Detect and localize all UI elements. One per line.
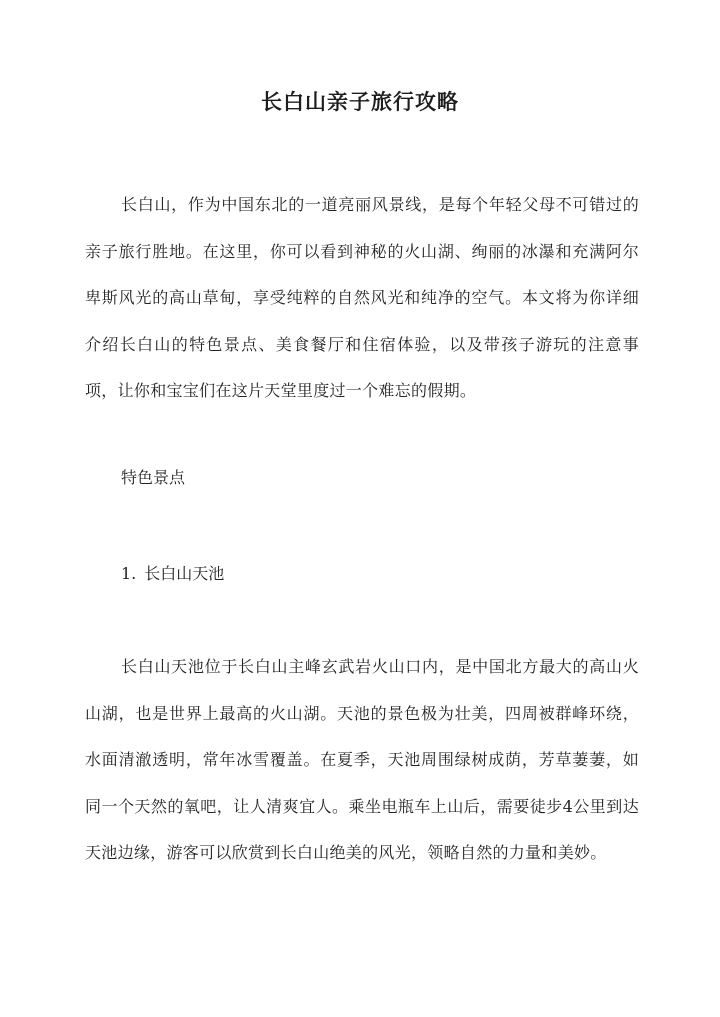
document-title: 长白山亲子旅行攻略: [261, 89, 459, 114]
item-heading: [121, 562, 224, 586]
section-heading: 特色景点: [121, 468, 186, 487]
item-title: 长白山天池: [144, 564, 225, 583]
item-number: 1.: [121, 564, 137, 583]
tianchi-paragraph: 长白山天池位于长白山主峰玄武岩火山口内，是中国北方最大的高山火山湖，也是世界上最高的火山湖。天池的景色极为壮美，四周被群峰环绕，水面清澈透明，常年冰雪覆盖。在夏季，天池周围绿树成荫，芳草萋萋，如同一个天然的氧吧，让人清爽宜人。乘坐电瓶车上山后，需要徒步4公里到达天池边缘，游客可以欣赏到长白山绝美的风光，领略自然的力量和美妙。: [85, 657, 639, 862]
intro-paragraph: 长白山，作为中国东北的一道亮丽风景线，是每个年轻父母不可错过的亲子旅行胜地。在这里，你可以看到神秘的火山湖、绚丽的冰瀑和充满阿尔卑斯风光的高山草甸，享受纯粹的自然风光和纯净的空气。本文将为你详细介绍长白山的特色景点、美食餐厅和住宿体验，以及带孩子游玩的注意事项，让你和宝宝们在这片天堂里度过一个难忘的假期。: [85, 195, 639, 400]
